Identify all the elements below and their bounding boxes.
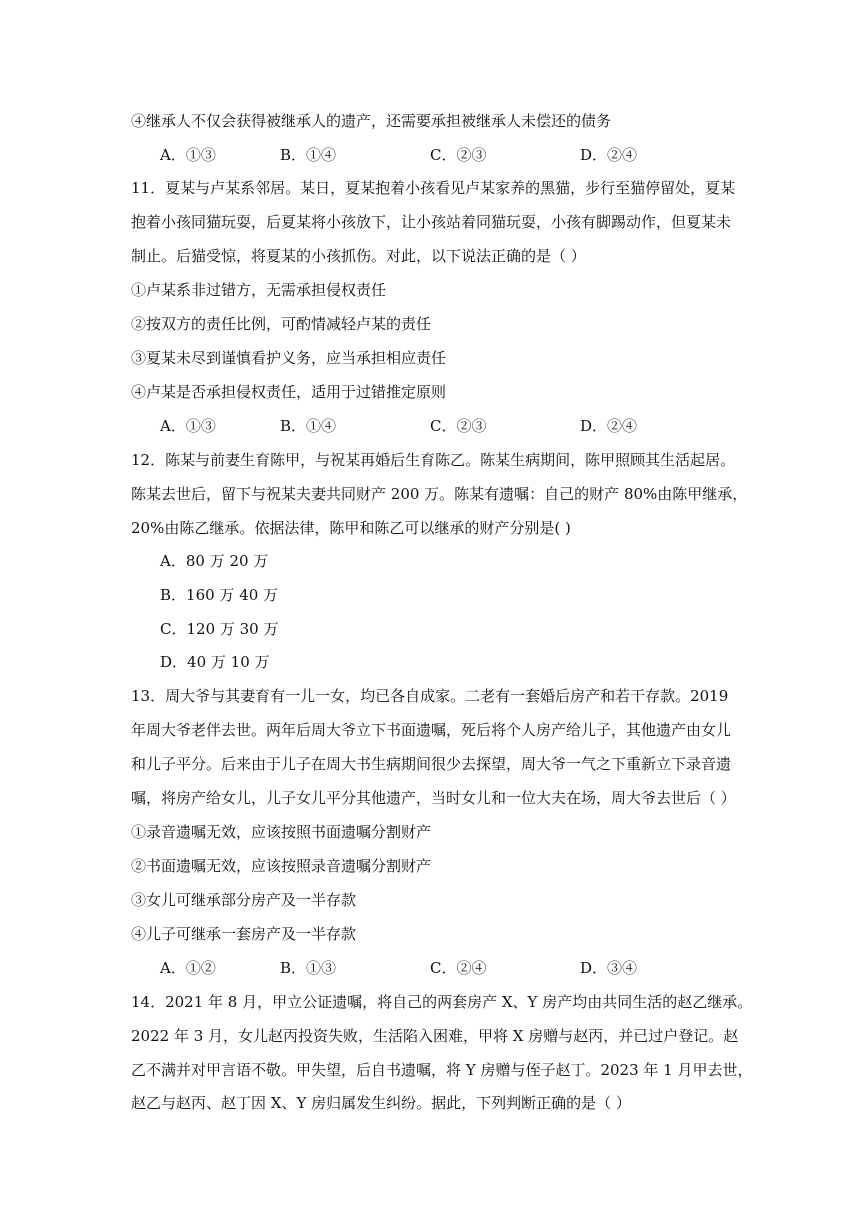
q11-statement-3: ③夏某未尽到谨慎看护义务，应当承担相应责任 — [131, 349, 447, 367]
q10-option-c: C．②③ — [430, 146, 487, 164]
q10-option-d: D．②④ — [580, 146, 638, 164]
q13-stem-line-3: 和儿子平分。后来由于儿子在周大书生病期间很少去探望，周大爷一气之下重新立下录音遗 — [131, 755, 732, 773]
q13-stem-line-4: 嘱，将房产给女儿，儿子女儿平分其他遗产，当时女儿和一位大夫在场，周大爷去世后（ ） — [131, 789, 736, 807]
q13-statement-3: ③女儿可继承部分房产及一半存款 — [131, 891, 357, 909]
q11-option-d: D．②④ — [580, 417, 638, 435]
q11-statement-1: ①卢某系非过错方，无需承担侵权责任 — [131, 281, 387, 299]
q12-stem-line-2: 陈某去世后，留下与祝某夫妻共同财产 200 万。陈某有遗嘱：自己的财产 80%由陈甲继承， — [131, 485, 748, 503]
q12-choice-c: C．120 万 30 万 — [160, 620, 279, 638]
q13-option-d: D．③④ — [580, 959, 638, 977]
q11-stem-line-3: 制止。后猫受惊，将夏某的小孩抓伤。对此，以下说法正确的是（ ） — [131, 247, 586, 265]
q10-options — [160, 145, 720, 165]
q13-option-a: A．①② — [160, 959, 216, 977]
q13-option-b: B．①③ — [280, 959, 337, 977]
q11-stem-line-2: 抱着小孩同猫玩耍，后夏某将小孩放下，让小孩站着同猫玩耍，小孩有脚踢动作，但夏某未 — [131, 213, 732, 231]
q10-option-b: B．①④ — [280, 146, 337, 164]
q13-statement-2: ②书面遗嘱无效，应该按照录音遗嘱分割财产 — [131, 857, 432, 875]
q12-stem-line-3: 20%由陈乙继承。依据法律，陈甲和陈乙可以继承的财产分别是( ) — [131, 519, 571, 537]
q11-statement-2: ②按双方的责任比例，可酌情减轻卢某的责任 — [131, 315, 432, 333]
q14-stem-line-2: 2022 年 3 月，女儿赵丙投资失败，生活陷入困难，甲将 X 房赠与赵丙，并已过户登记。赵 — [131, 1027, 739, 1045]
q11-option-b: B．①④ — [280, 417, 337, 435]
q13-option-c: C．②④ — [430, 959, 487, 977]
q12-choice-d: D．40 万 10 万 — [160, 653, 270, 671]
q13-statement-4: ④儿子可继承一套房产及一半存款 — [131, 925, 357, 943]
q11-option-a: A．①③ — [160, 417, 216, 435]
q13-options — [160, 958, 720, 978]
q11-stem-line-1: 11．夏某与卢某系邻居。某日，夏某抱着小孩看见卢某家养的黑猫，步行至猫停留处，夏某 — [131, 179, 736, 197]
q11-options — [160, 416, 720, 436]
q14-stem-line-1: 14．2021 年 8 月，甲立公证遗嘱，将自己的两套房产 X、Y 房产均由共同生活的赵乙继承。 — [131, 993, 753, 1011]
q11-option-c: C．②③ — [430, 417, 487, 435]
q12-stem-line-1: 12．陈某与前妻生育陈甲，与祝某再婚后生育陈乙。陈某生病期间，陈甲照顾其生活起居。 — [131, 451, 736, 469]
q12-choice-b: B．160 万 40 万 — [160, 586, 279, 604]
q13-stem-line-2: 年周大爷老伴去世。两年后周大爷立下书面遗嘱，死后将个人房产给儿子，其他遗产由女儿 — [131, 721, 732, 739]
q14-stem-line-4: 赵乙与赵丙、赵丁因 X、Y 房归属发生纠纷。据此，下列判断正确的是（ ） — [131, 1094, 631, 1112]
q10-option-a: A．①③ — [160, 146, 216, 164]
q14-stem-line-3: 乙不满并对甲言语不敬。甲失望，后自书遗嘱，将 Y 房赠与侄子赵丁。2023 年 1 月甲去世， — [131, 1061, 753, 1079]
q13-statement-1: ①录音遗嘱无效，应该按照书面遗嘱分割财产 — [131, 823, 432, 841]
q13-stem-line-1: 13．周大爷与其妻育有一儿一女，均已各自成家。二老有一套婚后房产和若干存款。2019 — [131, 687, 729, 705]
q12-choice-a: A．80 万 20 万 — [160, 552, 269, 570]
q11-statement-4: ④卢某是否承担侵权责任，适用于过错推定原则 — [131, 383, 447, 401]
q10-statement-4: ④继承人不仅会获得被继承人的遗产，还需要承担被继承人未偿还的债务 — [131, 112, 612, 130]
